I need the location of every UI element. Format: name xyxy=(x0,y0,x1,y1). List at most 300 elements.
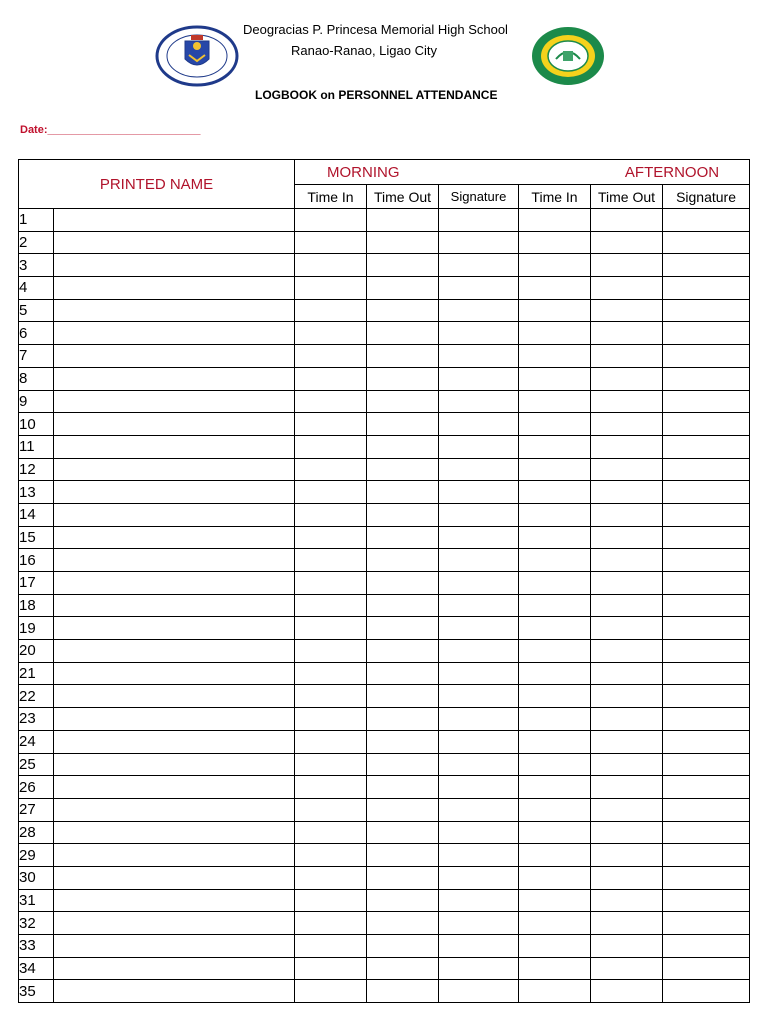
morning-signature-cell[interactable] xyxy=(439,345,519,368)
morning-signature-cell[interactable] xyxy=(439,277,519,300)
school-address: Ranao-Ranao, Ligao City xyxy=(291,43,437,58)
afternoon-time-out-cell[interactable] xyxy=(591,776,663,799)
morning-time-in-cell[interactable] xyxy=(295,299,367,322)
afternoon-signature-cell[interactable] xyxy=(663,685,750,708)
printed-name-cell[interactable] xyxy=(54,594,295,617)
morning-signature-cell[interactable] xyxy=(439,413,519,436)
afternoon-time-out-cell[interactable] xyxy=(591,322,663,345)
morning-time-out-cell[interactable] xyxy=(367,821,439,844)
table-row xyxy=(19,776,750,799)
afternoon-time-out-cell[interactable] xyxy=(591,935,663,958)
afternoon-time-out-cell[interactable] xyxy=(591,345,663,368)
afternoon-signature-cell[interactable] xyxy=(663,821,750,844)
morning-time-out-cell[interactable] xyxy=(367,935,439,958)
table-row xyxy=(19,254,750,277)
morning-time-in-cell[interactable] xyxy=(295,345,367,368)
afternoon-time-in-cell[interactable] xyxy=(519,458,591,481)
afternoon-time-out-cell[interactable] xyxy=(591,640,663,663)
afternoon-signature-cell[interactable] xyxy=(663,503,750,526)
afternoon-time-in-cell[interactable] xyxy=(519,935,591,958)
afternoon-time-in-cell[interactable] xyxy=(519,481,591,504)
row-number: 33 xyxy=(19,935,54,958)
afternoon-time-out-cell[interactable] xyxy=(591,367,663,390)
morning-time-in-cell[interactable] xyxy=(295,572,367,595)
afternoon-signature-cell[interactable] xyxy=(663,435,750,458)
printed-name-cell[interactable] xyxy=(54,662,295,685)
afternoon-time-in-cell[interactable] xyxy=(519,912,591,935)
morning-time-in-cell[interactable] xyxy=(295,866,367,889)
morning-time-in-cell[interactable] xyxy=(295,844,367,867)
morning-time-out-cell[interactable] xyxy=(367,957,439,980)
morning-signature-cell[interactable] xyxy=(439,299,519,322)
morning-signature-cell[interactable] xyxy=(439,753,519,776)
morning-signature-cell[interactable] xyxy=(439,572,519,595)
period-header xyxy=(295,160,750,185)
printed-name-cell[interactable] xyxy=(54,640,295,663)
morning-time-in-cell[interactable] xyxy=(295,662,367,685)
table-row xyxy=(19,957,750,980)
morning-signature-cell[interactable] xyxy=(439,617,519,640)
morning-time-out-cell[interactable] xyxy=(367,231,439,254)
morning-time-in-cell[interactable] xyxy=(295,458,367,481)
afternoon-time-in-cell[interactable] xyxy=(519,254,591,277)
morning-time-in-cell[interactable] xyxy=(295,640,367,663)
afternoon-signature-cell[interactable] xyxy=(663,889,750,912)
morning-signature-cell[interactable] xyxy=(439,866,519,889)
printed-name-cell[interactable] xyxy=(54,798,295,821)
afternoon-time-out-cell[interactable] xyxy=(591,730,663,753)
afternoon-time-in-cell[interactable] xyxy=(519,299,591,322)
morning-signature-cell[interactable] xyxy=(439,594,519,617)
morning-signature-cell[interactable] xyxy=(439,776,519,799)
morning-time-in-cell[interactable] xyxy=(295,821,367,844)
printed-name-cell[interactable] xyxy=(54,980,295,1003)
afternoon-time-out-cell[interactable] xyxy=(591,277,663,300)
printed-name-cell[interactable] xyxy=(54,367,295,390)
afternoon-signature-cell[interactable] xyxy=(663,231,750,254)
morning-signature-cell[interactable] xyxy=(439,367,519,390)
row-number: 7 xyxy=(19,345,54,368)
printed-name-cell[interactable] xyxy=(54,254,295,277)
row-number: 24 xyxy=(19,730,54,753)
afternoon-signature-cell[interactable] xyxy=(663,935,750,958)
afternoon-time-in-cell[interactable] xyxy=(519,322,591,345)
afternoon-time-out-cell[interactable] xyxy=(591,594,663,617)
morning-time-in-cell[interactable] xyxy=(295,413,367,436)
printed-name-cell[interactable] xyxy=(54,730,295,753)
table-row xyxy=(19,572,750,595)
afternoon-time-in-cell[interactable] xyxy=(519,549,591,572)
morning-time-in-cell[interactable] xyxy=(295,322,367,345)
afternoon-signature-cell[interactable] xyxy=(663,390,750,413)
afternoon-time-out-cell[interactable] xyxy=(591,957,663,980)
morning-signature-cell[interactable] xyxy=(439,322,519,345)
table-row xyxy=(19,594,750,617)
morning-signature-cell[interactable] xyxy=(439,821,519,844)
afternoon-time-in-cell[interactable] xyxy=(519,572,591,595)
row-number: 13 xyxy=(19,481,54,504)
morning-time-out-cell[interactable] xyxy=(367,322,439,345)
printed-name-cell[interactable] xyxy=(54,776,295,799)
morning-signature-cell[interactable] xyxy=(439,526,519,549)
morning-time-out-cell[interactable] xyxy=(367,413,439,436)
table-row xyxy=(19,640,750,663)
afternoon-time-out-cell[interactable] xyxy=(591,980,663,1003)
afternoon-time-out-cell[interactable] xyxy=(591,685,663,708)
afternoon-time-in-cell[interactable] xyxy=(519,708,591,731)
afternoon-time-in-cell[interactable] xyxy=(519,753,591,776)
morning-signature-cell[interactable] xyxy=(439,209,519,232)
afternoon-signature-cell[interactable] xyxy=(663,572,750,595)
afternoon-signature-cell[interactable] xyxy=(663,254,750,277)
afternoon-signature-cell[interactable] xyxy=(663,413,750,436)
printed-name-cell[interactable] xyxy=(54,889,295,912)
afternoon-time-in-cell[interactable] xyxy=(519,526,591,549)
row-number: 17 xyxy=(19,572,54,595)
afternoon-signature-cell[interactable] xyxy=(663,912,750,935)
morning-time-out-cell[interactable] xyxy=(367,526,439,549)
attendance-rows xyxy=(19,209,750,1003)
table-row xyxy=(19,821,750,844)
morning-time-out-cell[interactable] xyxy=(367,730,439,753)
morning-time-in-cell[interactable] xyxy=(295,980,367,1003)
afternoon-time-in-cell[interactable] xyxy=(519,617,591,640)
printed-name-cell[interactable] xyxy=(54,390,295,413)
table-row xyxy=(19,549,750,572)
morning-time-in-cell[interactable] xyxy=(295,435,367,458)
afternoon-time-in-cell[interactable] xyxy=(519,413,591,436)
morning-signature-cell[interactable] xyxy=(439,549,519,572)
afternoon-signature-cell[interactable] xyxy=(663,844,750,867)
row-number: 18 xyxy=(19,594,54,617)
printed-name-cell[interactable] xyxy=(54,685,295,708)
morning-signature-cell[interactable] xyxy=(439,390,519,413)
printed-name-cell[interactable] xyxy=(54,481,295,504)
row-number: 30 xyxy=(19,866,54,889)
afternoon-signature-cell[interactable] xyxy=(663,299,750,322)
afternoon-signature-cell[interactable] xyxy=(663,980,750,1003)
row-number: 2 xyxy=(19,231,54,254)
morning-time-out-cell[interactable] xyxy=(367,776,439,799)
printed-name-cell[interactable] xyxy=(54,231,295,254)
afternoon-time-in-cell[interactable] xyxy=(519,277,591,300)
afternoon-time-out-cell[interactable] xyxy=(591,572,663,595)
afternoon-time-in-cell[interactable] xyxy=(519,889,591,912)
printed-name-cell[interactable] xyxy=(54,299,295,322)
printed-name-cell[interactable] xyxy=(54,617,295,640)
afternoon-signature-cell[interactable] xyxy=(663,617,750,640)
morning-time-out-cell[interactable] xyxy=(367,345,439,368)
morning-signature-cell[interactable] xyxy=(439,458,519,481)
morning-time-in-cell[interactable] xyxy=(295,277,367,300)
afternoon-time-in-cell[interactable] xyxy=(519,503,591,526)
morning-time-in-cell[interactable] xyxy=(295,254,367,277)
afternoon-time-out-cell[interactable] xyxy=(591,481,663,504)
row-number: 1 xyxy=(19,209,54,232)
afternoon-time-in-cell[interactable] xyxy=(519,730,591,753)
afternoon-signature-cell[interactable] xyxy=(663,526,750,549)
morning-time-out-cell[interactable] xyxy=(367,798,439,821)
printed-name-cell[interactable] xyxy=(54,753,295,776)
afternoon-signature-cell[interactable] xyxy=(663,957,750,980)
morning-time-out-cell[interactable] xyxy=(367,617,439,640)
table-row xyxy=(19,390,750,413)
morning-time-in-cell[interactable] xyxy=(295,390,367,413)
date-field-label: Date:_________________________ xyxy=(20,124,201,136)
afternoon-time-in-cell[interactable] xyxy=(519,390,591,413)
morning-time-in-cell[interactable] xyxy=(295,753,367,776)
afternoon-time-in-cell[interactable] xyxy=(519,776,591,799)
afternoon-time-out-cell[interactable] xyxy=(591,912,663,935)
afternoon-time-out-cell[interactable] xyxy=(591,844,663,867)
table-row xyxy=(19,617,750,640)
morning-time-out-cell[interactable] xyxy=(367,209,439,232)
printed-name-label: PRINTED NAME xyxy=(99,175,214,193)
afternoon-signature-cell[interactable] xyxy=(663,209,750,232)
afternoon-time-out-cell[interactable] xyxy=(591,821,663,844)
morning-time-in-header: Time In xyxy=(295,185,367,209)
morning-time-out-cell[interactable] xyxy=(367,662,439,685)
morning-time-out-cell[interactable] xyxy=(367,549,439,572)
morning-time-in-cell[interactable] xyxy=(295,617,367,640)
table-row xyxy=(19,413,750,436)
afternoon-signature-cell[interactable] xyxy=(663,277,750,300)
morning-time-out-cell[interactable] xyxy=(367,685,439,708)
morning-time-in-cell[interactable] xyxy=(295,526,367,549)
printed-name-cell[interactable] xyxy=(54,345,295,368)
afternoon-time-out-cell[interactable] xyxy=(591,458,663,481)
table-row xyxy=(19,503,750,526)
row-number: 3 xyxy=(19,254,54,277)
morning-signature-cell[interactable] xyxy=(439,481,519,504)
printed-name-cell[interactable] xyxy=(54,503,295,526)
morning-time-in-cell[interactable] xyxy=(295,730,367,753)
morning-signature-cell[interactable] xyxy=(439,662,519,685)
printed-name-cell[interactable] xyxy=(54,322,295,345)
afternoon-time-out-cell[interactable] xyxy=(591,254,663,277)
morning-time-in-cell[interactable] xyxy=(295,231,367,254)
morning-time-out-cell[interactable] xyxy=(367,844,439,867)
printed-name-cell[interactable] xyxy=(54,526,295,549)
row-number: 29 xyxy=(19,844,54,867)
afternoon-time-out-cell[interactable] xyxy=(591,231,663,254)
afternoon-time-in-cell[interactable] xyxy=(519,367,591,390)
printed-name-cell[interactable] xyxy=(54,277,295,300)
afternoon-time-out-cell[interactable] xyxy=(591,708,663,731)
afternoon-signature-cell[interactable] xyxy=(663,798,750,821)
morning-time-out-cell[interactable] xyxy=(367,503,439,526)
afternoon-time-in-cell[interactable] xyxy=(519,866,591,889)
table-row xyxy=(19,844,750,867)
afternoon-signature-cell[interactable] xyxy=(663,866,750,889)
morning-time-out-cell[interactable] xyxy=(367,390,439,413)
row-number: 5 xyxy=(19,299,54,322)
afternoon-signature-cell[interactable] xyxy=(663,753,750,776)
morning-time-in-cell[interactable] xyxy=(295,798,367,821)
morning-signature-cell[interactable] xyxy=(439,957,519,980)
morning-time-out-cell[interactable] xyxy=(367,753,439,776)
row-number: 19 xyxy=(19,617,54,640)
row-number: 27 xyxy=(19,798,54,821)
table-row xyxy=(19,345,750,368)
afternoon-time-out-cell[interactable] xyxy=(591,209,663,232)
morning-time-in-cell[interactable] xyxy=(295,209,367,232)
table-row xyxy=(19,322,750,345)
afternoon-time-in-cell[interactable] xyxy=(519,435,591,458)
morning-signature-cell[interactable] xyxy=(439,231,519,254)
morning-time-out-cell[interactable] xyxy=(367,594,439,617)
morning-time-out-header: Time Out xyxy=(367,185,439,209)
afternoon-time-in-cell[interactable] xyxy=(519,231,591,254)
morning-time-out-cell[interactable] xyxy=(367,458,439,481)
printed-name-cell[interactable] xyxy=(54,435,295,458)
table-row xyxy=(19,231,750,254)
afternoon-signature-cell[interactable] xyxy=(663,640,750,663)
morning-signature-cell[interactable] xyxy=(439,844,519,867)
row-number: 14 xyxy=(19,503,54,526)
morning-time-in-cell[interactable] xyxy=(295,957,367,980)
afternoon-time-in-cell[interactable] xyxy=(519,685,591,708)
afternoon-header: AFTERNOON xyxy=(624,163,720,181)
afternoon-signature-cell[interactable] xyxy=(663,458,750,481)
morning-time-in-cell[interactable] xyxy=(295,708,367,731)
printed-name-cell[interactable] xyxy=(54,866,295,889)
afternoon-time-out-cell[interactable] xyxy=(591,503,663,526)
morning-time-out-cell[interactable] xyxy=(367,640,439,663)
row-number: 11 xyxy=(19,435,54,458)
school-name: Deogracias P. Princesa Memorial High School xyxy=(243,22,508,37)
morning-time-out-cell[interactable] xyxy=(367,980,439,1003)
afternoon-time-out-cell[interactable] xyxy=(591,435,663,458)
attendance-table xyxy=(18,159,750,1003)
printed-name-cell[interactable] xyxy=(54,572,295,595)
afternoon-time-in-cell[interactable] xyxy=(519,957,591,980)
afternoon-time-in-cell[interactable] xyxy=(519,209,591,232)
afternoon-signature-cell[interactable] xyxy=(663,322,750,345)
morning-time-out-cell[interactable] xyxy=(367,481,439,504)
afternoon-time-out-cell[interactable] xyxy=(591,413,663,436)
morning-signature-cell[interactable] xyxy=(439,435,519,458)
row-number: 28 xyxy=(19,821,54,844)
row-number: 6 xyxy=(19,322,54,345)
morning-signature-cell[interactable] xyxy=(439,503,519,526)
table-row xyxy=(19,798,750,821)
afternoon-time-out-cell[interactable] xyxy=(591,753,663,776)
afternoon-time-out-cell[interactable] xyxy=(591,526,663,549)
morning-signature-cell[interactable] xyxy=(439,798,519,821)
morning-time-in-cell[interactable] xyxy=(295,685,367,708)
row-number: 23 xyxy=(19,708,54,731)
morning-signature-cell[interactable] xyxy=(439,254,519,277)
afternoon-time-in-cell[interactable] xyxy=(519,594,591,617)
morning-time-out-cell[interactable] xyxy=(367,254,439,277)
morning-time-in-cell[interactable] xyxy=(295,481,367,504)
morning-signature-cell[interactable] xyxy=(439,685,519,708)
table-row xyxy=(19,277,750,300)
table-row xyxy=(19,458,750,481)
morning-time-in-cell[interactable] xyxy=(295,549,367,572)
morning-signature-cell[interactable] xyxy=(439,889,519,912)
morning-time-in-cell[interactable] xyxy=(295,503,367,526)
morning-time-in-cell[interactable] xyxy=(295,367,367,390)
morning-time-in-cell[interactable] xyxy=(295,776,367,799)
morning-signature-cell[interactable] xyxy=(439,708,519,731)
afternoon-signature-cell[interactable] xyxy=(663,481,750,504)
morning-signature-cell[interactable] xyxy=(439,640,519,663)
morning-time-out-cell[interactable] xyxy=(367,866,439,889)
morning-signature-header: Signature xyxy=(439,185,519,209)
morning-time-in-cell[interactable] xyxy=(295,594,367,617)
printed-name-cell[interactable] xyxy=(54,912,295,935)
printed-name-cell[interactable] xyxy=(54,209,295,232)
row-number: 16 xyxy=(19,549,54,572)
morning-time-out-cell[interactable] xyxy=(367,435,439,458)
printed-name-cell[interactable] xyxy=(54,935,295,958)
morning-signature-cell[interactable] xyxy=(439,935,519,958)
printed-name-cell[interactable] xyxy=(54,549,295,572)
table-row xyxy=(19,435,750,458)
morning-time-in-cell[interactable] xyxy=(295,912,367,935)
morning-time-out-cell[interactable] xyxy=(367,708,439,731)
afternoon-time-out-cell[interactable] xyxy=(591,889,663,912)
printed-name-cell[interactable] xyxy=(54,413,295,436)
morning-signature-cell[interactable] xyxy=(439,730,519,753)
row-number: 25 xyxy=(19,753,54,776)
morning-time-out-cell[interactable] xyxy=(367,299,439,322)
printed-name-header xyxy=(19,160,295,209)
printed-name-cell[interactable] xyxy=(54,458,295,481)
afternoon-time-out-cell[interactable] xyxy=(591,390,663,413)
afternoon-signature-cell[interactable] xyxy=(663,662,750,685)
morning-time-in-cell[interactable] xyxy=(295,889,367,912)
afternoon-time-out-cell[interactable] xyxy=(591,662,663,685)
afternoon-signature-cell[interactable] xyxy=(663,730,750,753)
afternoon-time-out-cell[interactable] xyxy=(591,617,663,640)
morning-time-out-cell[interactable] xyxy=(367,572,439,595)
afternoon-signature-cell[interactable] xyxy=(663,367,750,390)
afternoon-time-out-cell[interactable] xyxy=(591,866,663,889)
afternoon-signature-cell[interactable] xyxy=(663,345,750,368)
printed-name-cell[interactable] xyxy=(54,708,295,731)
printed-name-cell[interactable] xyxy=(54,957,295,980)
afternoon-signature-cell[interactable] xyxy=(663,708,750,731)
morning-time-out-cell[interactable] xyxy=(367,367,439,390)
afternoon-signature-cell[interactable] xyxy=(663,594,750,617)
morning-header: MORNING xyxy=(327,163,400,181)
morning-time-out-cell[interactable] xyxy=(367,912,439,935)
afternoon-signature-cell[interactable] xyxy=(663,776,750,799)
afternoon-time-out-cell[interactable] xyxy=(591,549,663,572)
morning-time-in-cell[interactable] xyxy=(295,935,367,958)
table-row xyxy=(19,912,750,935)
morning-time-out-cell[interactable] xyxy=(367,277,439,300)
afternoon-time-in-cell[interactable] xyxy=(519,640,591,663)
afternoon-time-in-cell[interactable] xyxy=(519,844,591,867)
afternoon-time-out-cell[interactable] xyxy=(591,798,663,821)
afternoon-time-in-cell[interactable] xyxy=(519,798,591,821)
afternoon-time-in-cell[interactable] xyxy=(519,821,591,844)
afternoon-time-in-cell[interactable] xyxy=(519,980,591,1003)
afternoon-time-out-cell[interactable] xyxy=(591,299,663,322)
morning-time-out-cell[interactable] xyxy=(367,889,439,912)
morning-signature-cell[interactable] xyxy=(439,912,519,935)
printed-name-cell[interactable] xyxy=(54,821,295,844)
printed-name-cell[interactable] xyxy=(54,844,295,867)
morning-signature-cell[interactable] xyxy=(439,980,519,1003)
afternoon-time-in-cell[interactable] xyxy=(519,662,591,685)
afternoon-signature-cell[interactable] xyxy=(663,549,750,572)
afternoon-time-in-cell[interactable] xyxy=(519,345,591,368)
